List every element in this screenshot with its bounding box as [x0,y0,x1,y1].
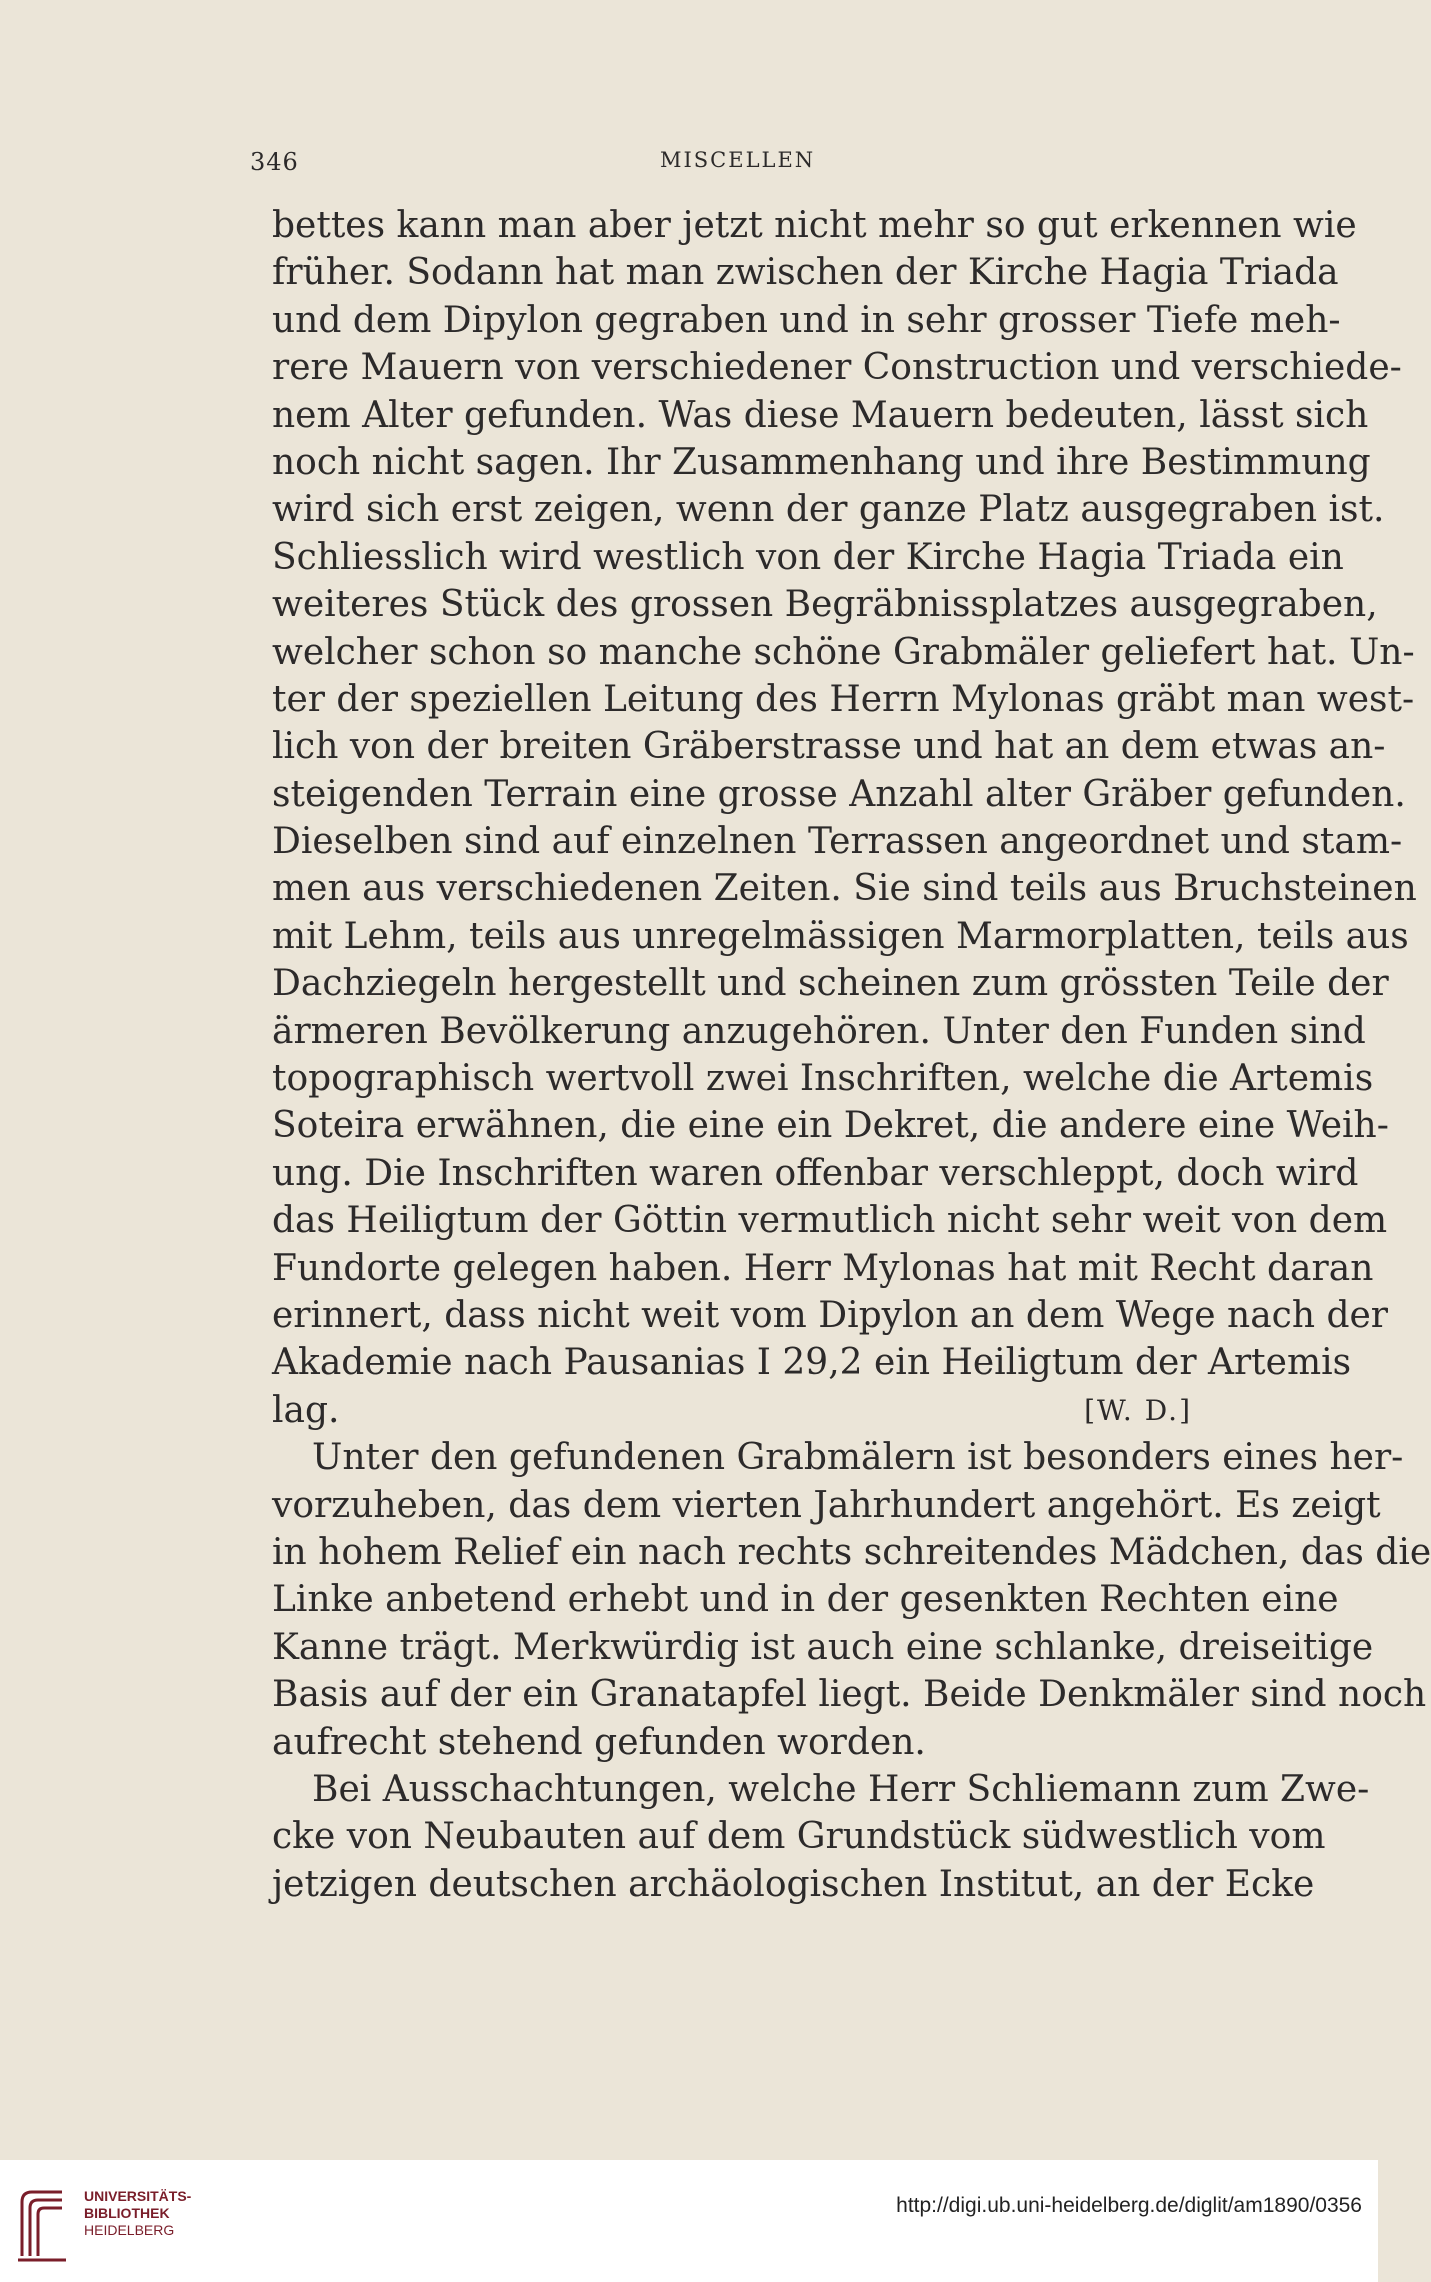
page-number: 346 [250,148,299,176]
text-line: mit Lehm, teils aus unregelmässigen Marmorplatten, teils aus [272,915,1409,957]
text-line: und dem Dipylon gegraben und in sehr grosser Tiefe meh- [272,299,1341,341]
text-line: Linke anbetend erhebt und in der gesenkten Rechten eine [272,1579,1339,1621]
signed-line [272,1387,1232,1434]
text-line: Kanne trägt. Merkwürdig ist auch eine schlanke, dreiseitige [272,1626,1374,1668]
text-line: vorzuheben, das dem vierten Jahrhundert angehört. Es zeigt [272,1484,1381,1526]
text-line: Dieselben sind auf einzelnen Terrassen angeordnet und stam- [272,821,1403,863]
text-line: lich von der breiten Gräberstrasse und hat an dem etwas an- [272,726,1386,768]
text-line: welcher schon so manche schöne Grabmäler geliefert hat. Un- [272,631,1415,673]
body-text [272,202,1431,1908]
permalink-url[interactable]: http://digi.ub.uni-heidelberg.de/diglit/am1890/0356 [896,2194,1362,2217]
text-line: früher. Sodann hat man zwischen der Kirche Hagia Triada [272,252,1339,294]
text-line: aufrecht stehend gefunden worden. [272,1721,926,1763]
text-line: Schliesslich wird westlich von der Kirche Hagia Triada ein [272,536,1344,578]
text-line: nem Alter gefunden. Was diese Mauern bedeuten, lässt sich [272,394,1369,436]
text-line: ung. Die Inschriften waren offenbar verschleppt, doch wird [272,1152,1359,1194]
library-name-line: UNIVERSITÄTS- [84,2188,192,2204]
text-line: bettes kann man aber jetzt nicht mehr so gut erkennen wie [272,205,1357,246]
text-line: steigenden Terrain eine grosse Anzahl alter Gräber gefunden. [272,773,1406,815]
text-line: jetzigen deutschen archäologischen Institut, an der Ecke [272,1863,1315,1905]
text-line: Basis auf der ein Granatapfel liegt. Beide Denkmäler sind noch [272,1674,1427,1716]
text-line: men aus verschiedenen Zeiten. Sie sind teils aus Bruchsteinen [272,868,1417,910]
digitization-footer [0,2160,1378,2282]
author-signature: [W. D.] [1084,1393,1192,1427]
text-line: Bei Ausschachtungen, welche Herr Schliemann zum Zwe- [312,1768,1370,1810]
text-line: rere Mauern von verschiedener Construction und verschiede- [272,347,1402,389]
text-line: wird sich erst zeigen, wenn der ganze Platz ausgegraben ist. [272,489,1385,531]
text-line: Soteira erwähnen, die eine ein Dekret, die andere eine Weih- [272,1105,1389,1147]
text-line: Akademie nach Pausanias I 29,2 ein Heiligtum der Artemis [272,1342,1352,1384]
text-line: in hohem Relief ein nach rechts schreitendes Mädchen, das die [272,1531,1431,1573]
text-line: ärmeren Bevölkerung anzugehören. Unter den Funden sind [272,1010,1366,1052]
library-name-line: HEIDELBERG [84,2222,175,2238]
text-line: Dachziegeln hergestellt und scheinen zum grössten Teile der [272,963,1389,1005]
text-line: weiteres Stück des grossen Begräbnissplatzes ausgegraben, [272,584,1378,626]
signed-line-text: lag. [272,1389,340,1431]
library-name-line: BIBLIOTHEK [84,2205,170,2221]
page-header [250,148,1250,184]
text-line: Unter den gefundenen Grabmälern ist besonders eines her- [312,1437,1404,1479]
library-logo-icon [14,2184,70,2264]
text-line: cke von Neubauten auf dem Grundstück südwestlich vom [272,1816,1326,1858]
text-line: Fundorte gelegen haben. Herr Mylonas hat mit Recht daran [272,1247,1374,1289]
text-line: ter der speziellen Leitung des Herrn Mylonas gräbt man west- [272,678,1415,720]
text-line: topographisch wertvoll zwei Inschriften, welche die Artemis [272,1058,1374,1100]
text-line: das Heiligtum der Göttin vermutlich nicht sehr weit von dem [272,1200,1388,1242]
text-line: erinnert, dass nicht weit vom Dipylon an dem Wege nach der [272,1294,1389,1336]
library-name [84,2188,191,2239]
running-head: MISCELLEN [660,148,816,172]
text-line: noch nicht sagen. Ihr Zusammenhang und ihre Bestimmung [272,441,1371,483]
